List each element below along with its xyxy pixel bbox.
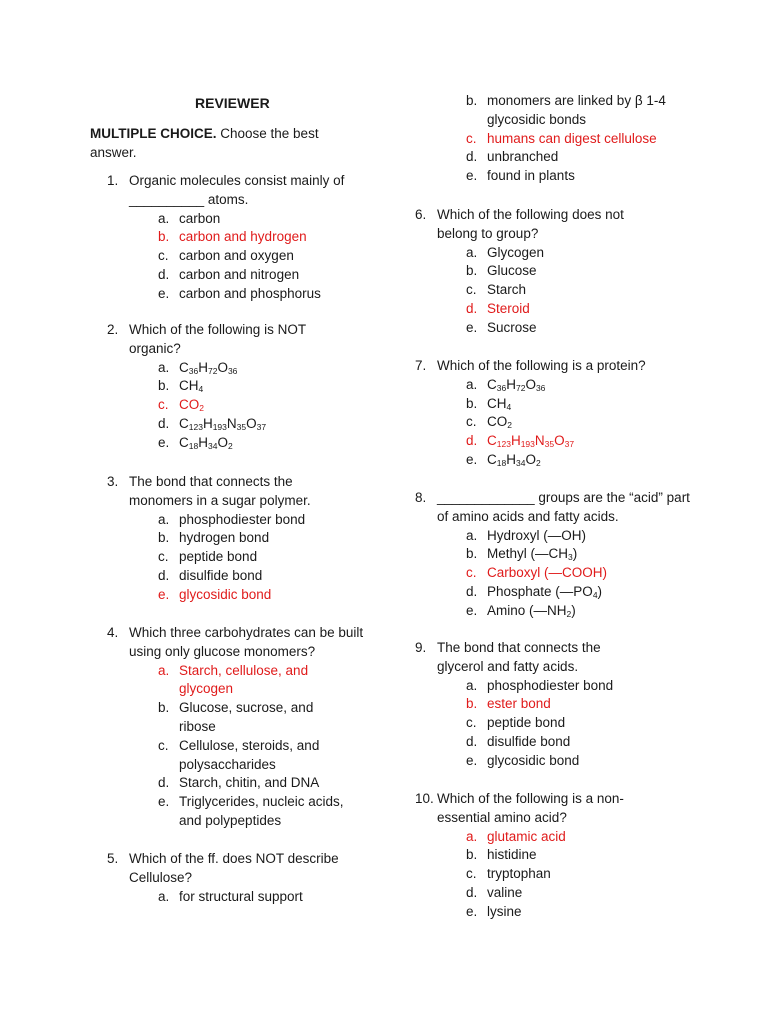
question-3 bbox=[107, 473, 352, 605]
option-b-correct-answer: b. ester bond bbox=[466, 696, 551, 712]
question-7 bbox=[415, 357, 705, 470]
question-text: Which of the following does not belong to group? bbox=[437, 207, 624, 241]
option-a-correct-answer: a. glutamic acid bbox=[466, 828, 566, 844]
option-e: e. $C_{18}H_{34}O_2$ bbox=[158, 434, 233, 451]
option-c: c. tryptophan bbox=[466, 866, 551, 882]
option-c: c. carbon and oxygen bbox=[158, 248, 294, 264]
option-e: e. carbon and phosphorus bbox=[158, 285, 321, 301]
option-e: e. Amino $(—NH_2)$ bbox=[466, 602, 576, 619]
question-5 bbox=[107, 850, 377, 906]
question-2 bbox=[107, 321, 337, 453]
question-5-continued bbox=[415, 92, 705, 186]
question-1 bbox=[107, 172, 377, 304]
question-number: 7. bbox=[415, 358, 427, 373]
option-c-correct-answer: c. humans can digest cellulose bbox=[466, 130, 657, 146]
option-d: d. $C_{123}H_{193}N_{35}O_{37}$ bbox=[158, 415, 267, 432]
question-text: Which of the following is NOT organic? bbox=[129, 322, 306, 356]
option-b: b. Glucose, sucrose, and ribose bbox=[158, 700, 314, 734]
question-number: 3. bbox=[107, 474, 119, 489]
option-b: b. histidine bbox=[466, 847, 537, 863]
option-e: e. found in plants bbox=[466, 168, 575, 184]
option-c: c. peptide bond bbox=[466, 715, 566, 731]
question-text: Organic molecules consist mainly of __________ atoms. bbox=[129, 173, 345, 207]
option-d: d. carbon and nitrogen bbox=[158, 266, 300, 282]
option-e: e. lysine bbox=[466, 903, 522, 919]
question-text: Which of the following is a non-essential amino acid? bbox=[437, 791, 624, 825]
question-number: 1. bbox=[107, 173, 119, 188]
page-title: REVIEWER bbox=[195, 95, 270, 111]
question-number: 10. bbox=[415, 791, 434, 806]
option-c: c. Cellulose, steroids, and polysaccharides bbox=[158, 737, 320, 772]
question-number: 4. bbox=[107, 625, 119, 640]
question-10 bbox=[415, 790, 665, 922]
option-a: a. $C_{36}H_{72}O_{36}$ bbox=[158, 359, 238, 376]
option-b: b. Methyl $(—CH_3)$ bbox=[466, 546, 578, 563]
option-e: e. Sucrose bbox=[466, 319, 537, 335]
question-text: Which three carbohydrates can be built using only glucose monomers? bbox=[129, 625, 364, 659]
question-number: 2. bbox=[107, 322, 119, 337]
option-d: d. disulfide bond bbox=[158, 567, 263, 583]
option-a: a. for structural support bbox=[158, 888, 303, 904]
question-text: _____________ groups are the “acid” part of amino acids and fatty acids. bbox=[437, 490, 690, 524]
option-d: d. disulfide bond bbox=[466, 733, 571, 749]
option-c-correct-answer: c. $CO_2$ bbox=[158, 397, 204, 414]
option-d-correct-answer: d. $C_{123}H_{193}N_{35}O_{37}$ bbox=[466, 433, 575, 450]
option-d: d. Phosphate $(—PO_4)$ bbox=[466, 583, 603, 600]
option-a: a. Glycogen bbox=[466, 244, 545, 260]
option-d: d. Starch, chitin, and DNA bbox=[158, 775, 320, 791]
question-9 bbox=[415, 639, 645, 771]
option-b: b. $CH_4$ bbox=[158, 378, 204, 395]
option-a: a. phosphodiester bond bbox=[466, 677, 614, 693]
option-e-correct-answer: e. glycosidic bond bbox=[158, 586, 272, 602]
option-e: e. Triglycerides, nucleic acids, and polypeptides bbox=[158, 794, 344, 828]
question-number: 8. bbox=[415, 490, 427, 505]
question-number: 9. bbox=[415, 640, 427, 655]
question-text: The bond that connects the monomers in a sugar polymer. bbox=[129, 474, 311, 508]
option-b-correct-answer: b. carbon and hydrogen bbox=[158, 229, 307, 245]
option-a-correct-answer: a. Starch, cellulose, and glycogen bbox=[158, 662, 309, 697]
option-a: a. phosphodiester bond bbox=[158, 511, 306, 527]
option-d: d. unbranched bbox=[466, 149, 559, 165]
option-b: b. monomers are linked by β 1-4 glycosidic bonds bbox=[466, 93, 666, 127]
question-6 bbox=[415, 206, 665, 338]
question-text: Which of the following is a protein? bbox=[437, 358, 646, 373]
instructions-text: Choose the best answer. bbox=[90, 126, 319, 160]
option-a: a. $C_{36}H_{72}O_{36}$ bbox=[466, 376, 546, 393]
option-b: b. hydrogen bond bbox=[158, 530, 270, 546]
question-text: Which of the ff. does NOT describe Cellulose? bbox=[129, 851, 339, 885]
option-b: b. $CH_4$ bbox=[466, 395, 512, 412]
instructions-label: MULTIPLE CHOICE. bbox=[90, 126, 217, 141]
question-number: 6. bbox=[415, 207, 427, 222]
option-c: c. $CO_2$ bbox=[466, 414, 512, 431]
instructions bbox=[90, 124, 340, 162]
option-a: a. Hydroxyl (—OH) bbox=[466, 527, 587, 543]
option-a: a. carbon bbox=[158, 210, 221, 226]
option-e: e. glycosidic bond bbox=[466, 752, 580, 768]
option-d-correct-answer: d. Steroid bbox=[466, 300, 530, 316]
question-number: 5. bbox=[107, 851, 119, 866]
option-d: d. valine bbox=[466, 884, 523, 900]
option-e: e. $C_{18}H_{34}O_2$ bbox=[466, 451, 541, 468]
option-c: c. Starch bbox=[466, 282, 527, 298]
option-b: b. Glucose bbox=[466, 263, 537, 279]
question-text: The bond that connects the glycerol and fatty acids. bbox=[437, 640, 601, 674]
question-4 bbox=[107, 624, 372, 831]
option-c: c. peptide bond bbox=[158, 549, 258, 565]
question-8 bbox=[415, 489, 690, 621]
option-c-correct-answer: c. Carboxyl (—COOH) bbox=[466, 565, 608, 581]
